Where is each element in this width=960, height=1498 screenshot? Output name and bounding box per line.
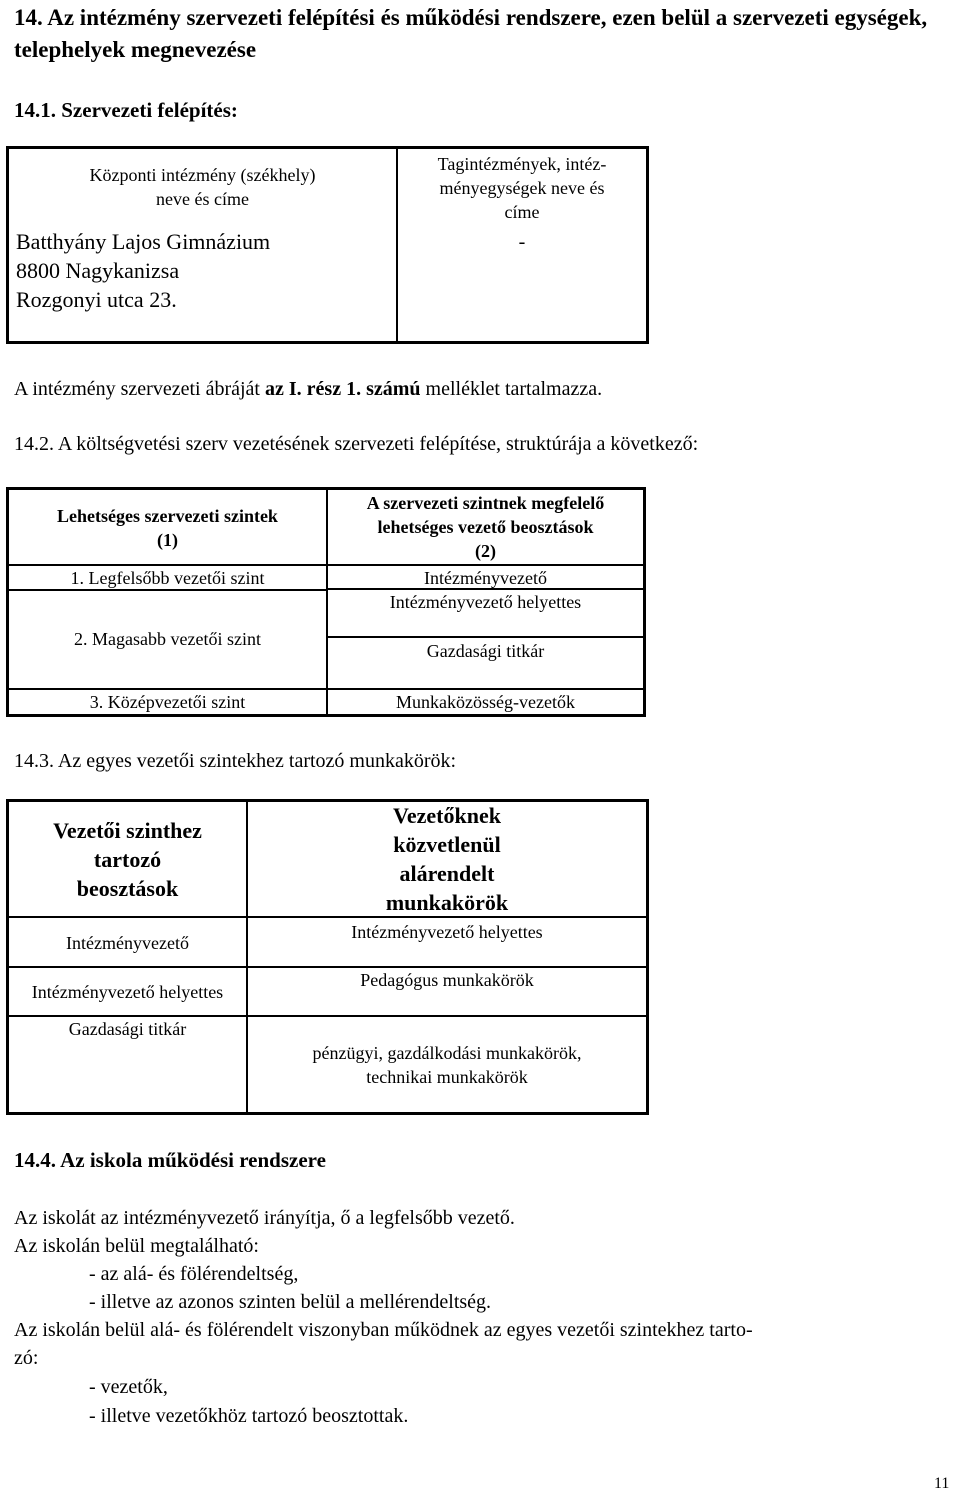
branch-header-line3: címe	[504, 202, 540, 222]
roles-header-2-line2: közvetlenül	[393, 832, 501, 857]
mgmt-header-1-line2: (1)	[157, 530, 178, 550]
paragraph-2: Az iskolán belül megtalálható:	[14, 1235, 259, 1257]
branch-header-line2: ményegységek neve és	[439, 178, 605, 198]
roles-row-2-left: Intézményvezető helyettes	[31, 982, 224, 1002]
roles-rule-right-3	[246, 1015, 649, 1017]
list-item-1: - az alá- és fölérendeltség,	[89, 1263, 299, 1285]
subsection-title-14-1: 14.1. Szervezeti felépítés:	[14, 98, 238, 122]
list-item-3: - vezetők,	[89, 1376, 168, 1398]
mgmt-level-2-position-1: Intézményvezető helyettes	[389, 592, 582, 612]
roles-header-1-line1: Vezetői szinthez	[53, 818, 202, 843]
roles-row-1-left: Intézményvezető	[66, 933, 189, 953]
paragraph-3-line1: Az iskolán belül alá- és fölérendelt viszonyban működnek az egyes vezetői szintekhez tarto-	[14, 1319, 753, 1341]
mgmt-rule-right-2	[326, 636, 646, 638]
annex-note	[14, 376, 602, 402]
mgmt-level-1-position: Intézményvezető	[424, 568, 547, 588]
section-heading: 14. Az intézmény szervezeti felépítési és működési rendszere, ezen belül a szervezeti egységek, telephelyek megnevezése	[14, 5, 928, 62]
hq-street: Rozgonyi utca 23.	[16, 287, 177, 312]
annex-note-text-end: melléklet tartalmazza.	[420, 378, 603, 400]
roles-rule-left-2	[6, 966, 246, 968]
subsection-title-14-4: 14.4. Az iskola működési rendszere	[14, 1148, 326, 1172]
mgmt-header-2-line2: lehetséges vezető beosztások	[377, 517, 594, 537]
paragraph-3-line2: zó:	[14, 1347, 39, 1369]
roles-row-3-left: Gazdasági titkár	[68, 1019, 187, 1039]
hq-header-line2: neve és címe	[156, 189, 249, 209]
subsection-title-14-2: 14.2. A költségvetési szerv vezetésének szervezeti felépítése, struktúrája a következő:	[14, 433, 699, 455]
mgmt-level-1: 1. Legfelsőbb vezetői szint	[70, 568, 265, 588]
mgmt-header-1-line1: Lehetséges szervezeti szintek	[57, 506, 278, 526]
roles-row-3-right-line2: technikai munkakörök	[366, 1067, 528, 1087]
mgmt-header-2-line3: (2)	[475, 541, 496, 561]
roles-row-2-right: Pedagógus munkakörök	[360, 970, 534, 990]
branch-header-line1: Tagintézmények, intéz-	[437, 154, 607, 174]
roles-row-3-right-line1: pénzügyi, gazdálkodási munkakörök,	[312, 1043, 582, 1063]
list-item-2: - illetve az azonos szinten belül a mellérendeltség.	[89, 1291, 492, 1313]
subsection-title-14-3: 14.3. Az egyes vezetői szintekhez tartozó munkakörök:	[14, 750, 457, 772]
roles-row-1-right: Intézményvezető helyettes	[351, 922, 543, 942]
page-number: 11	[934, 1475, 950, 1492]
roles-header-2-line1: Vezetőknek	[393, 803, 501, 828]
hq-name: Batthyány Lajos Gimnázium	[16, 229, 271, 254]
roles-rule-left-1	[6, 916, 246, 918]
paragraph-1: Az iskolát az intézményvezető irányítja, ő a legfelsőbb vezető.	[14, 1207, 515, 1229]
annex-note-bold: az I. rész 1. számú	[265, 378, 421, 400]
mgmt-level-2-position-2: Gazdasági titkár	[426, 641, 545, 661]
roles-header-1-line2: tartozó	[93, 847, 162, 872]
mgmt-level-3: 3. Középvezetői szint	[89, 692, 246, 712]
hq-city: 8800 Nagykanizsa	[16, 258, 180, 283]
annex-note-text: A intézmény szervezeti ábráját	[14, 378, 265, 400]
roles-header-2-line4: munkakörök	[385, 890, 509, 915]
branch-value: -	[518, 231, 526, 253]
roles-header-2-line3: alárendelt	[399, 861, 495, 886]
mgmt-level-3-position: Munkaközösség-vezetők	[396, 692, 575, 712]
hq-header-line1: Központi intézmény (székhely)	[89, 165, 316, 185]
roles-header-1-line3: beosztások	[76, 876, 179, 901]
mgmt-level-2: 2. Magasabb vezetői szint	[74, 629, 261, 649]
list-item-4: - illetve vezetőkhöz tartozó beosztottak.	[89, 1405, 409, 1427]
mgmt-header-2-line1: A szervezeti szintnek megfelelő	[366, 493, 605, 513]
